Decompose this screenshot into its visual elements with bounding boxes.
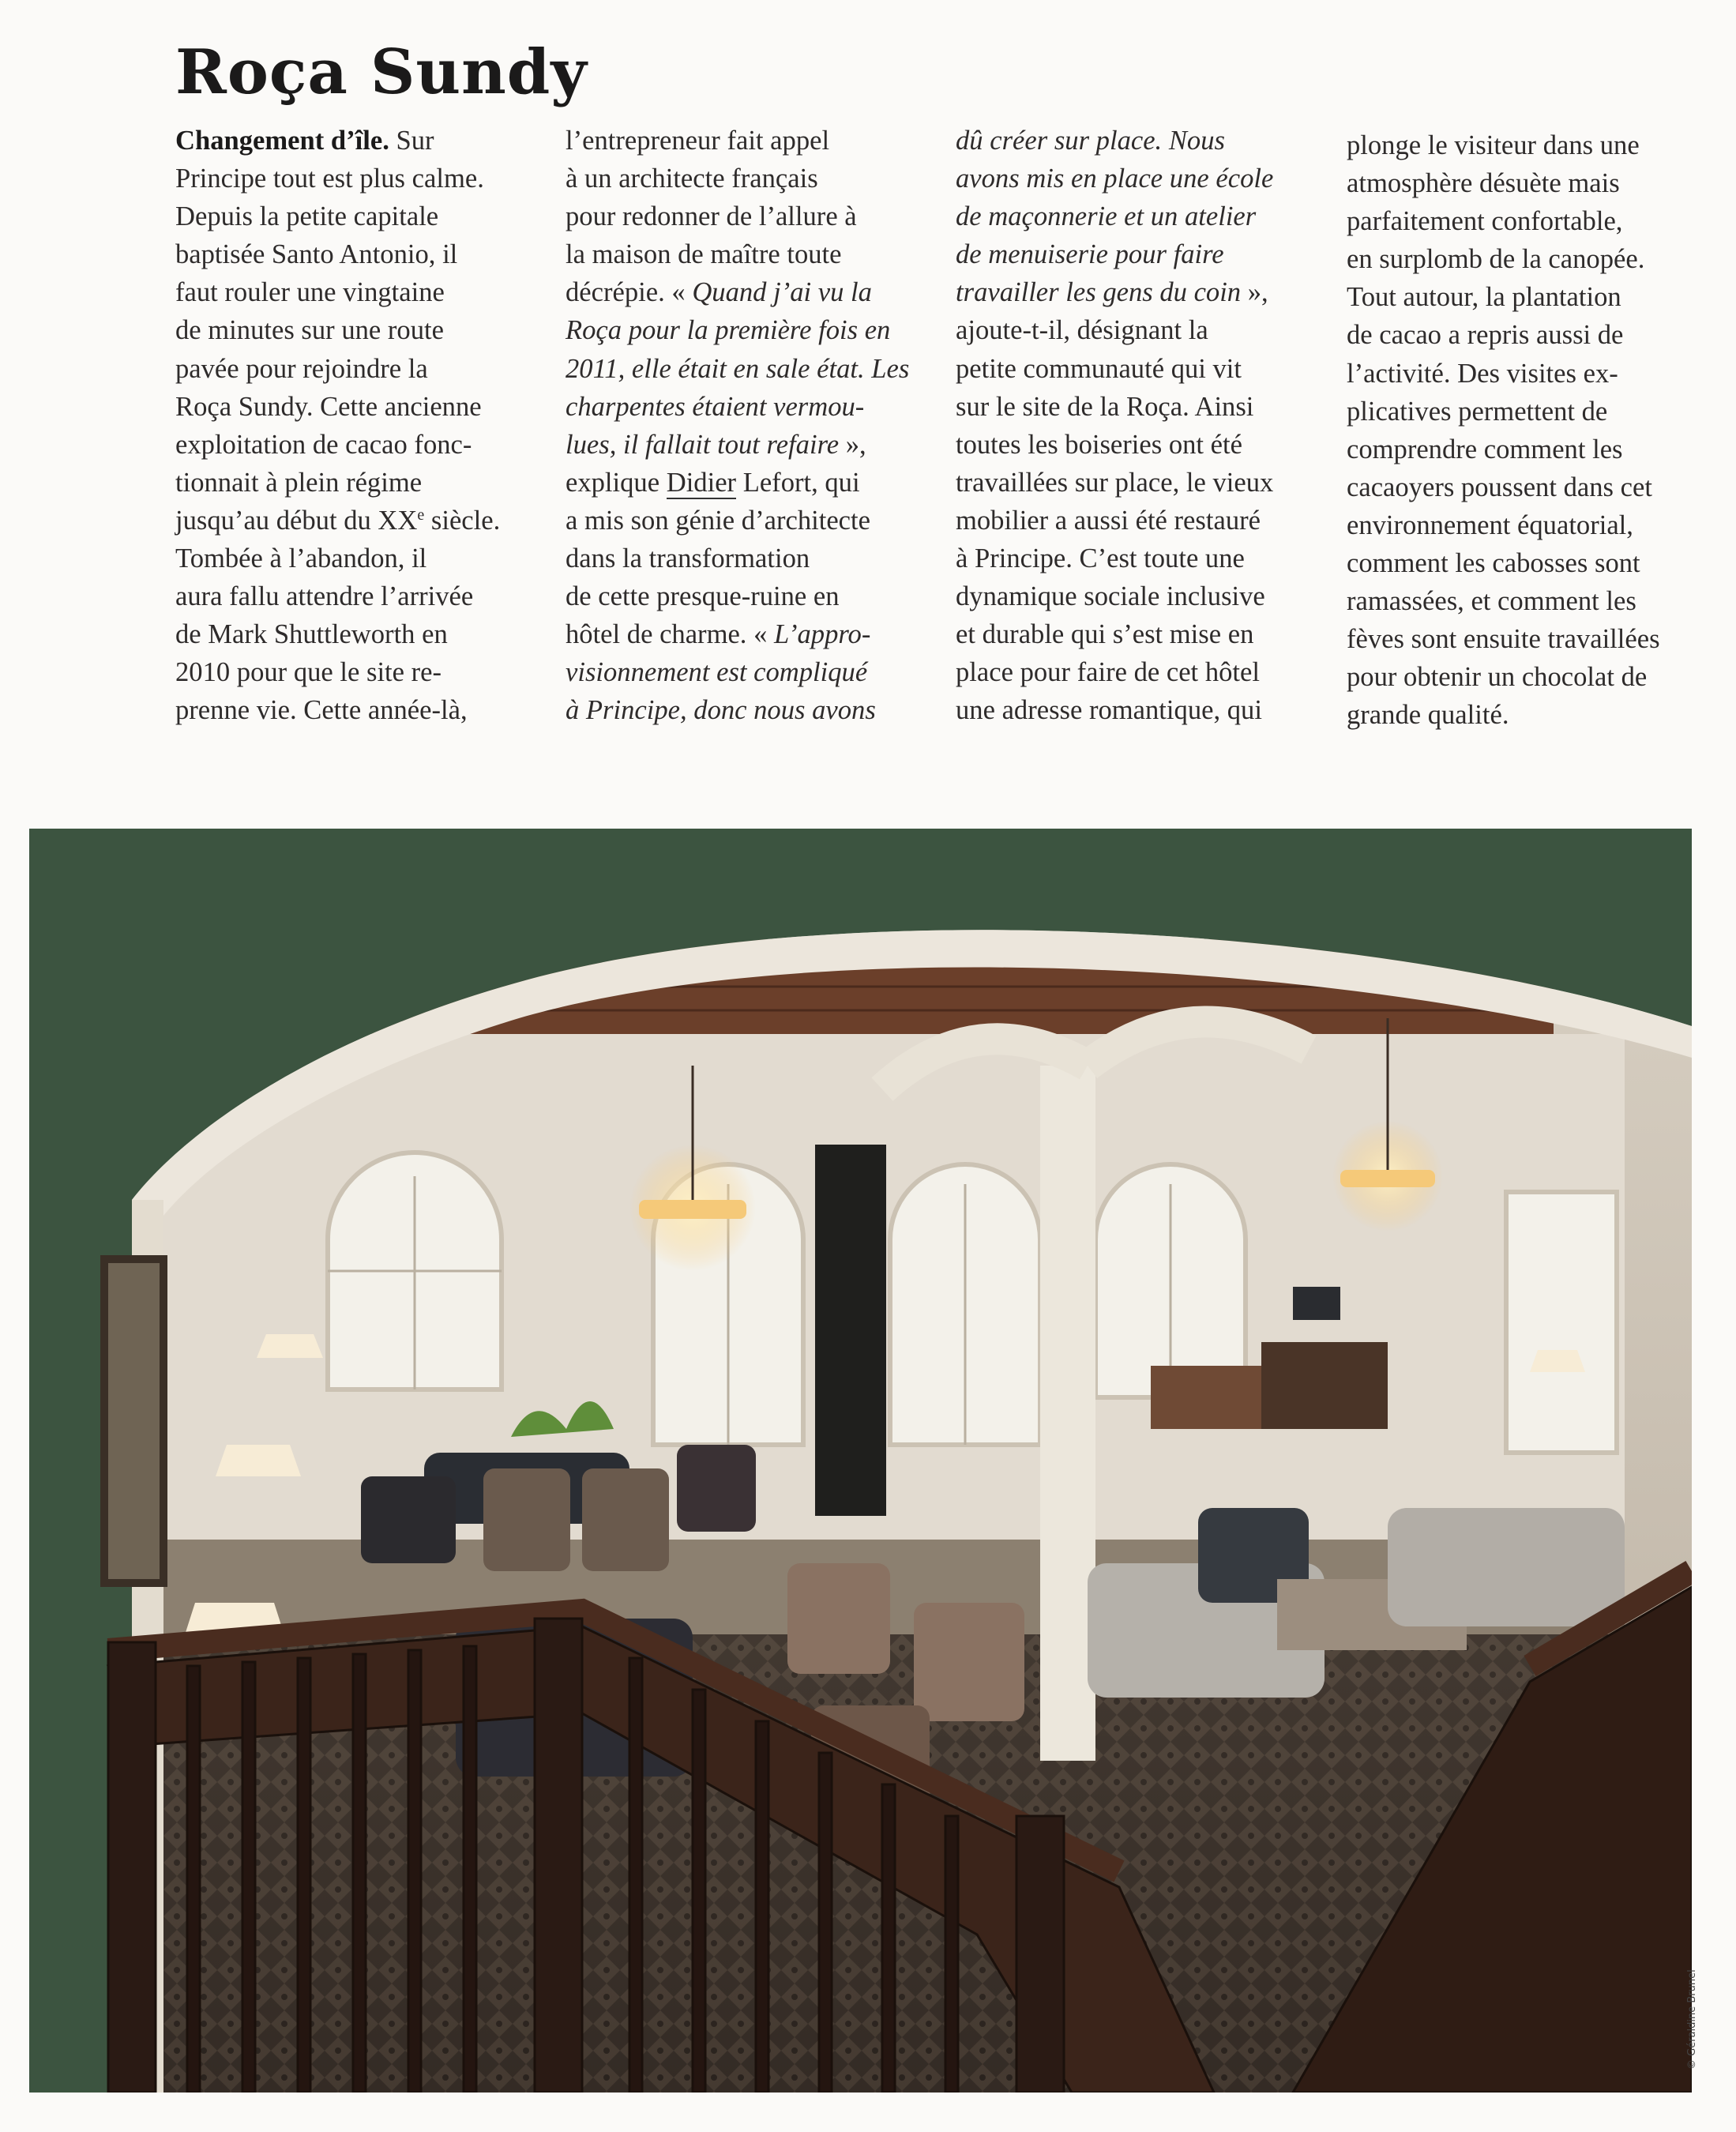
text-line: à un architecte français: [566, 164, 818, 194]
text-line: une adresse romantique, qui: [956, 695, 1262, 726]
text-line: et durable qui s’est mise en: [956, 619, 1254, 650]
text-line: Roça pour la première fois en: [566, 315, 891, 346]
text-line: Depuis la petite capitale: [175, 201, 439, 232]
text-line: ajoute-t-il, désignant la: [956, 315, 1208, 346]
text-line: de menuiserie pour faire: [956, 239, 1224, 270]
text-line: dans la transformation: [566, 543, 810, 574]
text-line: visionnement est compliqué: [566, 657, 868, 688]
text-line: toutes les boiseries ont été: [956, 429, 1242, 460]
text-line: comment les cabosses sont: [1347, 548, 1640, 579]
text-line: parfaitement confortable,: [1347, 206, 1623, 237]
text-line: de minutes sur une route: [175, 315, 444, 346]
text-line: place pour faire de cet hôtel: [956, 657, 1260, 688]
text-line: avons mis en place une école: [956, 164, 1274, 194]
text-line: de cette presque-ruine en: [566, 581, 840, 612]
text-line: plicatives permettent de: [1347, 396, 1608, 427]
text-line: travaillées sur place, le vieux: [956, 467, 1274, 498]
text-line: atmosphère désuète mais: [1347, 168, 1620, 199]
text-line: fèves sont ensuite travaillées: [1347, 624, 1660, 655]
text-line: l’entrepreneur fait appel: [566, 126, 830, 156]
text-line: la maison de maître toute: [566, 239, 842, 270]
text-line: travailler les gens du coin »,: [956, 277, 1268, 308]
text-column-4: [1347, 126, 1702, 735]
text-column-3: [956, 122, 1311, 730]
text-line: pour obtenir un chocolat de: [1347, 662, 1648, 693]
article-title: Roça Sundy: [175, 36, 588, 108]
text-line: charpentes étaient vermou-: [566, 391, 865, 422]
text-line: à Principe, donc nous avons: [566, 695, 876, 726]
text-column-1: [175, 122, 531, 730]
text-line: faut rouler une vingtaine: [175, 277, 445, 308]
text-line: environnement équatorial,: [1347, 509, 1633, 540]
text-line: prenne vie. Cette année-là,: [175, 695, 468, 726]
text-line: 2010 pour que le site re-: [175, 657, 442, 688]
text-line: jusqu’au début du XXe siècle.: [175, 505, 501, 536]
text-line: de maçonnerie et un atelier: [956, 201, 1257, 232]
text-line: ramassées, et comment les: [1347, 586, 1636, 617]
text-line: mobilier a aussi été restauré: [956, 505, 1261, 536]
text-line: cacaoyers poussent dans cet: [1347, 472, 1652, 502]
text-line: grande qualité.: [1347, 700, 1509, 731]
text-line: de Mark Shuttleworth en: [175, 619, 448, 650]
text-line: explique Didier Lefort, qui: [566, 467, 860, 498]
text-line: décrépie. « Quand j’ai vu la: [566, 277, 872, 308]
text-line: sur le site de la Roça. Ainsi: [956, 391, 1254, 422]
text-line: baptisée Santo Antonio, il: [175, 239, 458, 270]
text-line: Tombée à l’abandon, il: [175, 543, 427, 574]
text-line: plonge le visiteur dans une: [1347, 130, 1640, 160]
text-line: à Principe. C’est toute une: [956, 543, 1245, 574]
text-line: 2011, elle était en sale état. Les: [566, 353, 910, 384]
text-line: tionnait à plein régime: [175, 467, 423, 498]
text-line: Roça Sundy. Cette ancienne: [175, 391, 482, 422]
text-line: Tout autour, la plantation: [1347, 282, 1621, 313]
text-line: comprendre comment les: [1347, 434, 1623, 464]
text-line: Changement d’île. Sur: [175, 126, 434, 156]
text-line: hôtel de charme. « L’appro-: [566, 619, 871, 650]
hotel-lounge-photo: [29, 829, 1692, 2093]
text-line: l’activité. Des visites ex-: [1347, 358, 1618, 389]
text-line: en surplomb de la canopée.: [1347, 244, 1645, 275]
text-line: dû créer sur place. Nous: [956, 126, 1225, 156]
text-line: petite communauté qui vit: [956, 353, 1242, 384]
text-line: aura fallu attendre l’arrivée: [175, 581, 474, 612]
text-line: pavée pour rejoindre la: [175, 353, 428, 384]
text-line: Principe tout est plus calme.: [175, 164, 484, 194]
text-line: dynamique sociale inclusive: [956, 581, 1265, 612]
text-column-2: [566, 122, 921, 730]
text-line: de cacao a repris aussi de: [1347, 320, 1624, 351]
text-line: lues, il fallait tout refaire »,: [566, 429, 866, 460]
text-line: exploitation de cacao fonc-: [175, 429, 472, 460]
text-line: a mis son génie d’architecte: [566, 505, 870, 536]
photo-credit: © Géraldine Brunel: [1686, 1969, 1698, 2070]
text-line: pour redonner de l’allure à: [566, 201, 857, 232]
